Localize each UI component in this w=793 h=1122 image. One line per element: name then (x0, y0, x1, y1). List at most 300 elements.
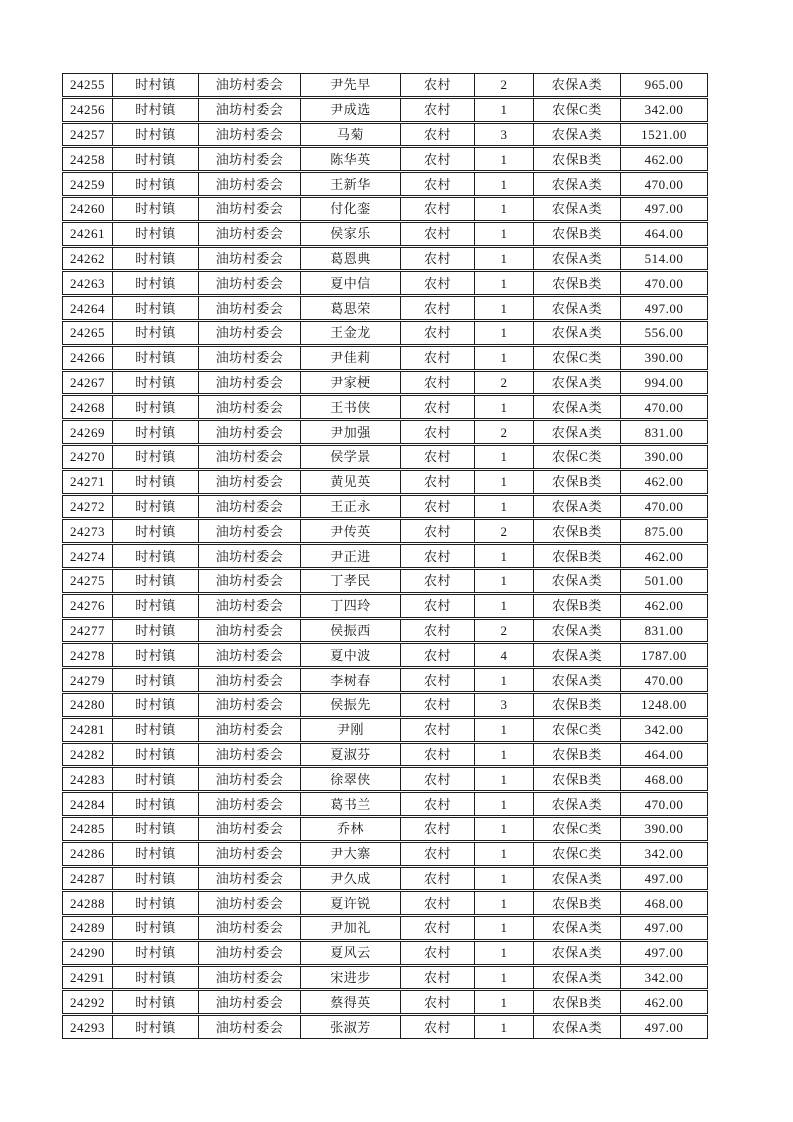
cell-amount: 462.00 (644, 474, 684, 490)
cell-town: 时村镇 (113, 148, 199, 170)
cell-town: 时村镇 (113, 1016, 199, 1038)
cell-village-committee: 油坊村委会 (199, 1016, 301, 1038)
cell-person-name: 徐翠侠 (301, 768, 401, 790)
cell-village-committee: 油坊村委会 (199, 124, 301, 146)
cell-record-id: 24259 (63, 173, 113, 195)
cell-person-name: 李树春 (301, 669, 401, 691)
cell-amount: 875.00 (644, 523, 684, 539)
cell-person-name: 侯家乐 (301, 223, 401, 245)
cell-residence-type: 农村 (401, 74, 475, 96)
cell-residence-type: 农村 (401, 347, 475, 369)
cell-village-committee: 油坊村委会 (199, 843, 301, 865)
cell-person-count: 1 (475, 471, 534, 493)
cell-insurance-category: 农保A类 (534, 917, 621, 939)
cell-village-committee: 油坊村委会 (199, 991, 301, 1013)
cell-person-name: 尹成选 (301, 99, 401, 121)
cell-record-id: 24257 (63, 124, 113, 146)
table-row (62, 395, 708, 419)
cell-amount: 462.00 (644, 151, 684, 167)
cell-record-id: 24278 (63, 644, 113, 666)
cell-amount: 497.00 (644, 870, 684, 886)
cell-record-id: 24269 (63, 421, 113, 443)
cell-insurance-category: 农保A类 (534, 124, 621, 146)
cell-person-count: 1 (475, 991, 534, 1013)
table-row (62, 420, 708, 444)
cell-village-committee: 油坊村委会 (199, 322, 301, 344)
cell-person-name: 蔡得英 (301, 991, 401, 1013)
table-row (62, 470, 708, 494)
cell-village-committee: 油坊村委会 (199, 818, 301, 840)
cell-amount: 390.00 (644, 449, 684, 465)
cell-town: 时村镇 (113, 967, 199, 989)
cell-residence-type: 农村 (401, 942, 475, 964)
cell-town: 时村镇 (113, 595, 199, 617)
cell-person-count: 1 (475, 892, 534, 914)
table-row (62, 445, 708, 469)
cell-record-id: 24260 (63, 198, 113, 220)
cell-village-committee: 油坊村委会 (199, 272, 301, 294)
cell-record-id: 24284 (63, 793, 113, 815)
cell-person-name: 尹刚 (301, 719, 401, 741)
cell-village-committee: 油坊村委会 (199, 570, 301, 592)
cell-record-id: 24267 (63, 372, 113, 394)
cell-village-committee: 油坊村委会 (199, 793, 301, 815)
cell-person-count: 1 (475, 868, 534, 890)
cell-amount: 501.00 (644, 573, 684, 589)
cell-village-committee: 油坊村委会 (199, 892, 301, 914)
cell-town: 时村镇 (113, 570, 199, 592)
table-row (62, 916, 708, 940)
cell-insurance-category: 农保B类 (534, 223, 621, 245)
table-row (62, 693, 708, 717)
cell-residence-type: 农村 (401, 843, 475, 865)
cell-person-count: 1 (475, 148, 534, 170)
cell-town: 时村镇 (113, 223, 199, 245)
cell-residence-type: 农村 (401, 471, 475, 493)
cell-person-count: 1 (475, 1016, 534, 1038)
cell-person-name: 尹加礼 (301, 917, 401, 939)
table-row (62, 1015, 708, 1039)
cell-town: 时村镇 (113, 248, 199, 270)
cell-town: 时村镇 (113, 297, 199, 319)
cell-amount: 556.00 (644, 325, 684, 341)
cell-residence-type: 农村 (401, 173, 475, 195)
cell-village-committee: 油坊村委会 (199, 74, 301, 96)
cell-record-id: 24255 (63, 74, 113, 96)
cell-person-count: 1 (475, 396, 534, 418)
cell-village-committee: 油坊村委会 (199, 496, 301, 518)
cell-insurance-category: 农保C类 (534, 719, 621, 741)
cell-insurance-category: 农保B类 (534, 694, 621, 716)
cell-village-committee: 油坊村委会 (199, 545, 301, 567)
cell-insurance-category: 农保A类 (534, 669, 621, 691)
cell-record-id: 24262 (63, 248, 113, 270)
cell-residence-type: 农村 (401, 1016, 475, 1038)
cell-residence-type: 农村 (401, 570, 475, 592)
table-row (62, 271, 708, 295)
cell-insurance-category: 农保A类 (534, 372, 621, 394)
cell-residence-type: 农村 (401, 148, 475, 170)
cell-person-count: 1 (475, 272, 534, 294)
cell-person-count: 1 (475, 223, 534, 245)
cell-person-name: 尹传英 (301, 520, 401, 542)
cell-person-count: 2 (475, 421, 534, 443)
cell-town: 时村镇 (113, 917, 199, 939)
cell-insurance-category: 农保B类 (534, 744, 621, 766)
cell-record-id: 24290 (63, 942, 113, 964)
cell-insurance-category: 农保C类 (534, 347, 621, 369)
cell-person-name: 尹佳莉 (301, 347, 401, 369)
cell-residence-type: 农村 (401, 892, 475, 914)
cell-insurance-category: 农保A类 (534, 74, 621, 96)
cell-town: 时村镇 (113, 471, 199, 493)
cell-town: 时村镇 (113, 272, 199, 294)
cell-person-count: 1 (475, 297, 534, 319)
cell-town: 时村镇 (113, 892, 199, 914)
cell-record-id: 24272 (63, 496, 113, 518)
cell-person-count: 3 (475, 124, 534, 146)
cell-record-id: 24275 (63, 570, 113, 592)
cell-village-committee: 油坊村委会 (199, 198, 301, 220)
cell-record-id: 24263 (63, 272, 113, 294)
cell-insurance-category: 农保C类 (534, 99, 621, 121)
cell-village-committee: 油坊村委会 (199, 744, 301, 766)
cell-insurance-category: 农保C类 (534, 446, 621, 468)
cell-insurance-category: 农保C类 (534, 843, 621, 865)
cell-town: 时村镇 (113, 496, 199, 518)
cell-town: 时村镇 (113, 520, 199, 542)
cell-person-name: 黄见英 (301, 471, 401, 493)
table-row (62, 495, 708, 519)
cell-person-name: 葛恩典 (301, 248, 401, 270)
cell-village-committee: 油坊村委会 (199, 694, 301, 716)
table-row (62, 867, 708, 891)
cell-village-committee: 油坊村委会 (199, 669, 301, 691)
cell-residence-type: 农村 (401, 694, 475, 716)
cell-person-name: 尹加强 (301, 421, 401, 443)
cell-person-count: 1 (475, 768, 534, 790)
cell-residence-type: 农村 (401, 744, 475, 766)
cell-amount: 497.00 (644, 300, 684, 316)
cell-record-id: 24271 (63, 471, 113, 493)
cell-person-name: 王金龙 (301, 322, 401, 344)
cell-person-count: 1 (475, 347, 534, 369)
cell-person-name: 尹久成 (301, 868, 401, 890)
cell-town: 时村镇 (113, 843, 199, 865)
cell-person-name: 张淑芳 (301, 1016, 401, 1038)
cell-residence-type: 农村 (401, 793, 475, 815)
cell-person-count: 2 (475, 520, 534, 542)
cell-person-count: 1 (475, 669, 534, 691)
table-row (62, 296, 708, 320)
pension-records-table (62, 73, 708, 1040)
cell-village-committee: 油坊村委会 (199, 421, 301, 443)
cell-record-id: 24273 (63, 520, 113, 542)
cell-person-name: 侯振西 (301, 620, 401, 642)
cell-person-name: 王新华 (301, 173, 401, 195)
cell-amount: 497.00 (644, 1019, 684, 1035)
cell-village-committee: 油坊村委会 (199, 297, 301, 319)
cell-record-id: 24258 (63, 148, 113, 170)
cell-residence-type: 农村 (401, 322, 475, 344)
cell-person-name: 王正永 (301, 496, 401, 518)
cell-residence-type: 农村 (401, 99, 475, 121)
cell-residence-type: 农村 (401, 248, 475, 270)
cell-record-id: 24256 (63, 99, 113, 121)
cell-person-count: 1 (475, 446, 534, 468)
cell-town: 时村镇 (113, 322, 199, 344)
table-row (62, 321, 708, 345)
cell-residence-type: 农村 (401, 719, 475, 741)
cell-residence-type: 农村 (401, 496, 475, 518)
cell-village-committee: 油坊村委会 (199, 372, 301, 394)
cell-person-name: 乔林 (301, 818, 401, 840)
cell-residence-type: 农村 (401, 372, 475, 394)
table-row (62, 891, 708, 915)
cell-record-id: 24264 (63, 297, 113, 319)
cell-town: 时村镇 (113, 620, 199, 642)
cell-amount: 470.00 (644, 275, 684, 291)
cell-village-committee: 油坊村委会 (199, 446, 301, 468)
cell-amount: 470.00 (644, 498, 684, 514)
cell-residence-type: 农村 (401, 545, 475, 567)
cell-insurance-category: 农保B类 (534, 471, 621, 493)
cell-village-committee: 油坊村委会 (199, 148, 301, 170)
cell-town: 时村镇 (113, 74, 199, 96)
cell-amount: 965.00 (644, 77, 684, 93)
cell-town: 时村镇 (113, 868, 199, 890)
cell-village-committee: 油坊村委会 (199, 223, 301, 245)
cell-person-count: 1 (475, 496, 534, 518)
cell-residence-type: 农村 (401, 818, 475, 840)
cell-person-count: 2 (475, 372, 534, 394)
cell-record-id: 24285 (63, 818, 113, 840)
table-row (62, 247, 708, 271)
cell-amount: 497.00 (644, 945, 684, 961)
cell-insurance-category: 农保A类 (534, 496, 621, 518)
cell-person-name: 夏中波 (301, 644, 401, 666)
cell-record-id: 24293 (63, 1016, 113, 1038)
table-row (62, 371, 708, 395)
cell-amount: 994.00 (644, 374, 684, 390)
cell-town: 时村镇 (113, 694, 199, 716)
cell-town: 时村镇 (113, 669, 199, 691)
cell-residence-type: 农村 (401, 991, 475, 1013)
cell-record-id: 24289 (63, 917, 113, 939)
cell-residence-type: 农村 (401, 198, 475, 220)
cell-residence-type: 农村 (401, 917, 475, 939)
cell-village-committee: 油坊村委会 (199, 396, 301, 418)
table-row (62, 668, 708, 692)
table-row (62, 941, 708, 965)
cell-person-count: 1 (475, 793, 534, 815)
cell-residence-type: 农村 (401, 446, 475, 468)
cell-record-id: 24261 (63, 223, 113, 245)
cell-village-committee: 油坊村委会 (199, 347, 301, 369)
cell-person-count: 2 (475, 74, 534, 96)
cell-person-count: 1 (475, 843, 534, 865)
cell-village-committee: 油坊村委会 (199, 644, 301, 666)
cell-record-id: 24280 (63, 694, 113, 716)
cell-amount: 497.00 (644, 201, 684, 217)
cell-insurance-category: 农保A类 (534, 942, 621, 964)
table-row (62, 544, 708, 568)
cell-person-count: 1 (475, 322, 534, 344)
cell-residence-type: 农村 (401, 421, 475, 443)
cell-insurance-category: 农保A类 (534, 421, 621, 443)
cell-person-name: 侯振先 (301, 694, 401, 716)
cell-person-name: 夏风云 (301, 942, 401, 964)
table-row (62, 743, 708, 767)
cell-insurance-category: 农保B类 (534, 768, 621, 790)
cell-insurance-category: 农保B类 (534, 272, 621, 294)
cell-person-count: 1 (475, 744, 534, 766)
cell-insurance-category: 农保B类 (534, 991, 621, 1013)
cell-record-id: 24288 (63, 892, 113, 914)
cell-insurance-category: 农保A类 (534, 793, 621, 815)
cell-village-committee: 油坊村委会 (199, 248, 301, 270)
cell-person-count: 1 (475, 917, 534, 939)
cell-person-count: 1 (475, 967, 534, 989)
cell-town: 时村镇 (113, 446, 199, 468)
cell-village-committee: 油坊村委会 (199, 471, 301, 493)
cell-residence-type: 农村 (401, 297, 475, 319)
cell-record-id: 24281 (63, 719, 113, 741)
cell-village-committee: 油坊村委会 (199, 620, 301, 642)
cell-insurance-category: 农保A类 (534, 248, 621, 270)
cell-residence-type: 农村 (401, 768, 475, 790)
cell-person-name: 丁四玲 (301, 595, 401, 617)
cell-amount: 831.00 (644, 622, 684, 638)
table-row (62, 966, 708, 990)
cell-person-name: 葛思荣 (301, 297, 401, 319)
table-row (62, 990, 708, 1014)
cell-person-name: 葛书兰 (301, 793, 401, 815)
cell-insurance-category: 农保B类 (534, 148, 621, 170)
cell-amount: 470.00 (644, 399, 684, 415)
cell-insurance-category: 农保A类 (534, 967, 621, 989)
cell-person-count: 1 (475, 818, 534, 840)
cell-person-count: 1 (475, 198, 534, 220)
cell-residence-type: 农村 (401, 967, 475, 989)
cell-record-id: 24279 (63, 669, 113, 691)
table-row (62, 123, 708, 147)
cell-person-count: 1 (475, 99, 534, 121)
cell-amount: 470.00 (644, 672, 684, 688)
cell-insurance-category: 农保A类 (534, 297, 621, 319)
cell-insurance-category: 农保A类 (534, 570, 621, 592)
cell-insurance-category: 农保A类 (534, 198, 621, 220)
cell-amount: 342.00 (644, 102, 684, 118)
cell-person-count: 4 (475, 644, 534, 666)
cell-record-id: 24282 (63, 744, 113, 766)
cell-town: 时村镇 (113, 719, 199, 741)
cell-person-name: 侯学景 (301, 446, 401, 468)
cell-village-committee: 油坊村委会 (199, 768, 301, 790)
table-row (62, 98, 708, 122)
cell-amount: 342.00 (644, 722, 684, 738)
cell-town: 时村镇 (113, 545, 199, 567)
cell-person-name: 夏中信 (301, 272, 401, 294)
table-row (62, 594, 708, 618)
cell-insurance-category: 农保A类 (534, 1016, 621, 1038)
cell-record-id: 24287 (63, 868, 113, 890)
cell-village-committee: 油坊村委会 (199, 942, 301, 964)
cell-amount: 468.00 (644, 895, 684, 911)
cell-amount: 468.00 (644, 771, 684, 787)
cell-town: 时村镇 (113, 396, 199, 418)
table-row (62, 643, 708, 667)
cell-amount: 462.00 (644, 598, 684, 614)
cell-person-name: 马菊 (301, 124, 401, 146)
cell-person-name: 丁孝民 (301, 570, 401, 592)
cell-amount: 1787.00 (641, 647, 687, 663)
cell-amount: 1521.00 (641, 126, 687, 142)
cell-village-committee: 油坊村委会 (199, 868, 301, 890)
cell-village-committee: 油坊村委会 (199, 719, 301, 741)
cell-amount: 390.00 (644, 350, 684, 366)
cell-amount: 514.00 (644, 250, 684, 266)
cell-insurance-category: 农保B类 (534, 545, 621, 567)
cell-person-name: 付化銮 (301, 198, 401, 220)
cell-person-name: 夏淑芬 (301, 744, 401, 766)
cell-amount: 497.00 (644, 920, 684, 936)
cell-residence-type: 农村 (401, 595, 475, 617)
cell-insurance-category: 农保A类 (534, 644, 621, 666)
cell-village-committee: 油坊村委会 (199, 917, 301, 939)
cell-residence-type: 农村 (401, 396, 475, 418)
cell-town: 时村镇 (113, 793, 199, 815)
cell-person-count: 1 (475, 719, 534, 741)
cell-town: 时村镇 (113, 942, 199, 964)
cell-record-id: 24265 (63, 322, 113, 344)
cell-residence-type: 农村 (401, 520, 475, 542)
cell-amount: 342.00 (644, 846, 684, 862)
cell-person-count: 3 (475, 694, 534, 716)
cell-village-committee: 油坊村委会 (199, 520, 301, 542)
cell-village-committee: 油坊村委会 (199, 967, 301, 989)
cell-person-count: 1 (475, 545, 534, 567)
cell-record-id: 24277 (63, 620, 113, 642)
cell-insurance-category: 农保B类 (534, 595, 621, 617)
table-row (62, 172, 708, 196)
table-row (62, 718, 708, 742)
cell-person-name: 陈华英 (301, 148, 401, 170)
cell-town: 时村镇 (113, 744, 199, 766)
table-row (62, 817, 708, 841)
cell-town: 时村镇 (113, 198, 199, 220)
cell-record-id: 24274 (63, 545, 113, 567)
table-row (62, 842, 708, 866)
cell-residence-type: 农村 (401, 868, 475, 890)
cell-residence-type: 农村 (401, 644, 475, 666)
cell-record-id: 24266 (63, 347, 113, 369)
cell-amount: 462.00 (644, 548, 684, 564)
cell-person-name: 尹先早 (301, 74, 401, 96)
cell-town: 时村镇 (113, 99, 199, 121)
cell-record-id: 24292 (63, 991, 113, 1013)
table-row (62, 346, 708, 370)
cell-person-name: 尹家梗 (301, 372, 401, 394)
cell-insurance-category: 农保C类 (534, 818, 621, 840)
cell-town: 时村镇 (113, 991, 199, 1013)
table-row (62, 569, 708, 593)
cell-insurance-category: 农保A类 (534, 396, 621, 418)
cell-town: 时村镇 (113, 421, 199, 443)
cell-amount: 470.00 (644, 176, 684, 192)
cell-person-name: 宋进步 (301, 967, 401, 989)
table-row (62, 619, 708, 643)
